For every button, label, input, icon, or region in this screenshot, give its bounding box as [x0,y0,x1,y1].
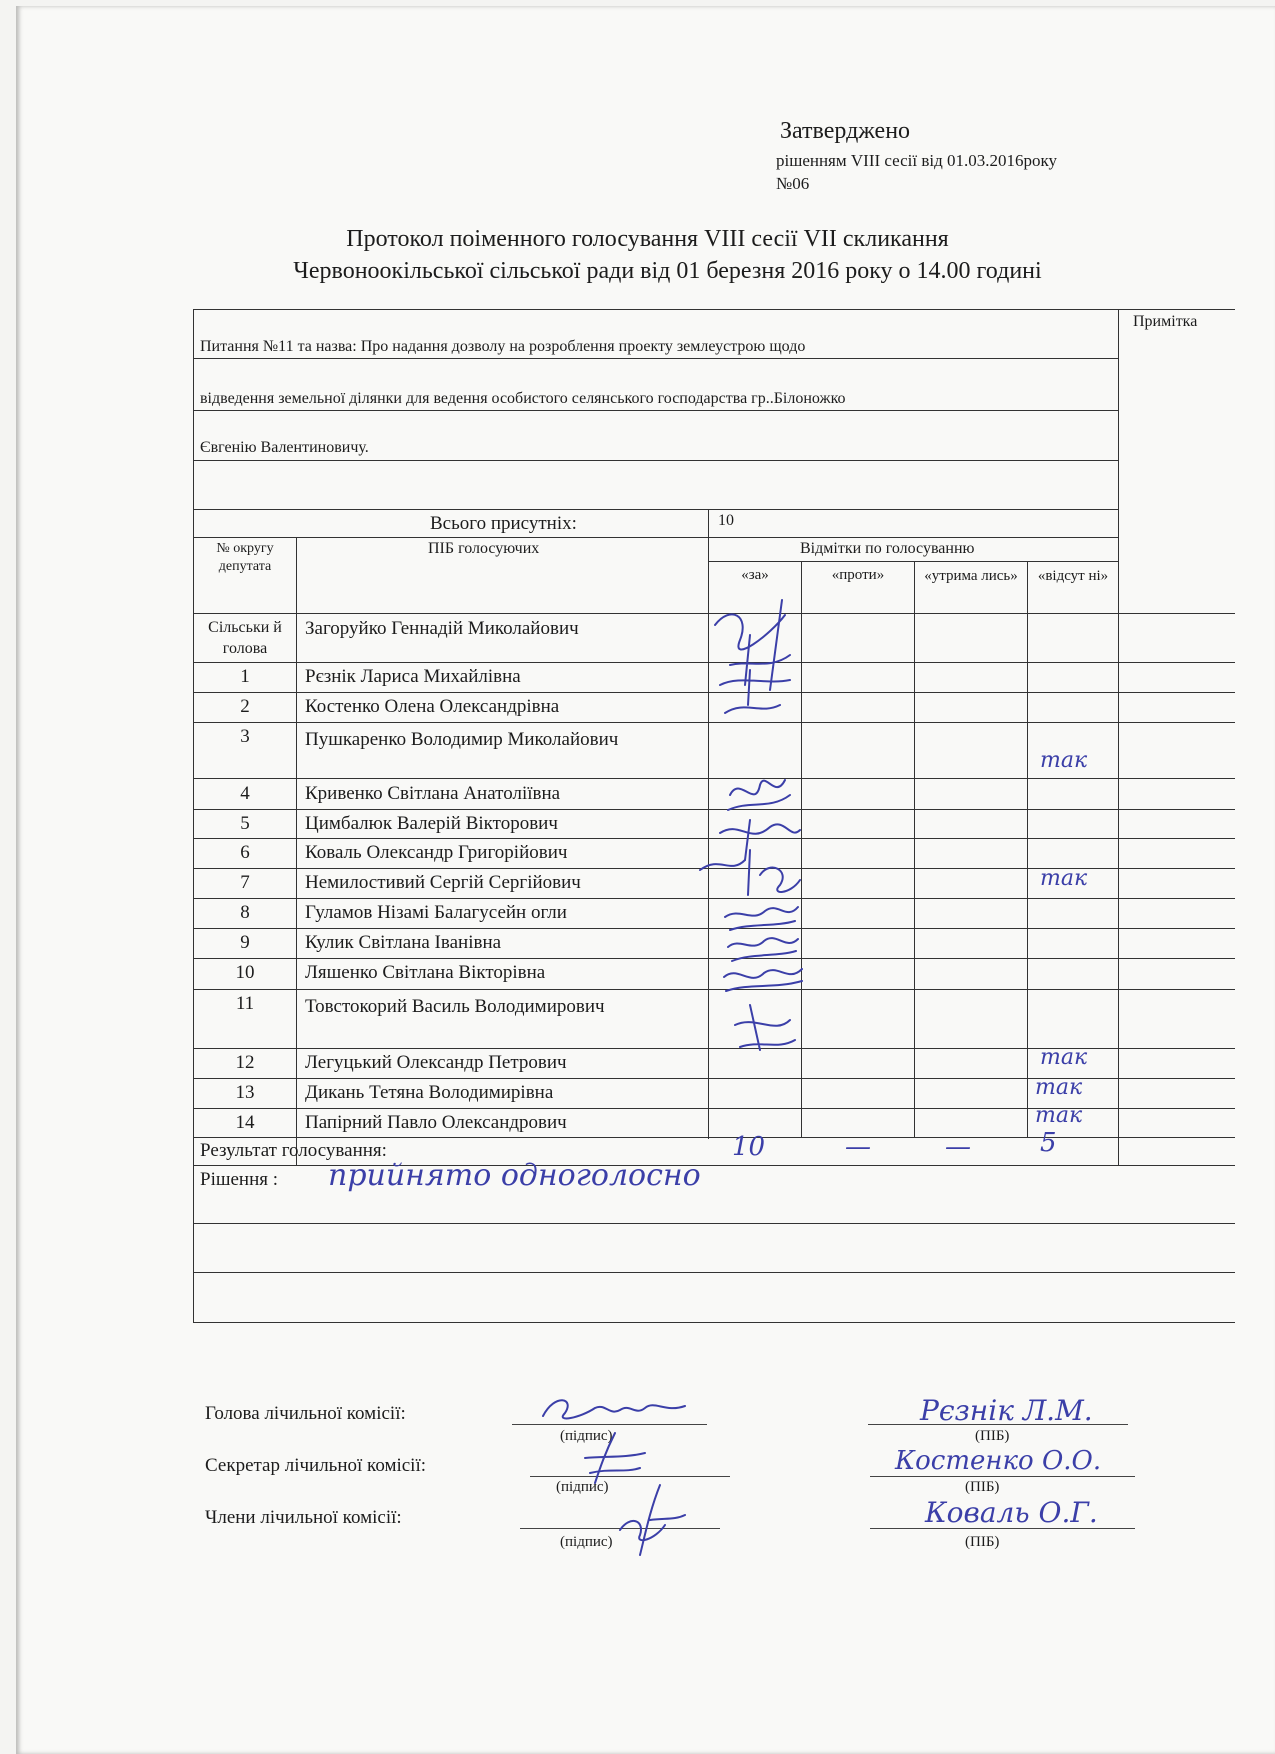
decision-reference: рішенням VIII сесії від 01.03.2016року [776,151,1058,170]
col-against: «проти» [831,567,885,583]
col-for: «за» [741,567,769,583]
col-abstain: «утрима лись» [924,568,1018,584]
members-name-caption: (ПІБ) [965,1534,1000,1550]
absent-mark: так [1035,1075,1083,1100]
col-marks: Відмітки по голосуванню [800,540,975,557]
head-label: Голова лічильної комісії: [205,1403,406,1424]
row-district: 7 [240,872,250,893]
row-district: 13 [235,1082,255,1103]
col-name: ПІБ голосуючих [428,540,540,557]
absent-mark: так [1040,866,1088,891]
row-district: 12 [235,1052,255,1073]
protocol-title-line2: Червоноокільської сільської ради від 01 березня 2016 року о 14.00 годині [293,258,1042,284]
result-abstain: — [945,1132,971,1162]
absent-mark: так [1040,748,1088,773]
members-sign-caption: (підпис) [560,1534,613,1550]
secretary-name-caption: (ПІБ) [965,1479,1000,1495]
row-name: Цимбалюк Валерій Вікторович [305,813,558,834]
absent-mark: так [1040,1045,1088,1070]
members-label: Члени лічильної комісії: [205,1507,402,1528]
row-district: 2 [240,696,250,717]
row-name: Пушкаренко Володимир Миколайович [305,729,619,750]
row-district: 6 [240,842,250,863]
result-for: 10 [732,1132,766,1162]
row-district: 10 [235,962,255,983]
row-district: 9 [240,932,250,953]
secretary-label: Секретар лічильної комісії: [205,1455,427,1476]
attendance-value: 10 [718,512,734,529]
row-district: 3 [240,726,250,747]
row-name: Костенко Олена Олександрівна [305,696,560,717]
row-name: Дикань Тетяна Володимирівна [305,1082,554,1103]
result-absent: 5 [1040,1128,1057,1158]
attendance-label: Всього присутніх: [430,513,577,534]
members-signature [610,1480,690,1560]
row-district: 14 [235,1112,255,1133]
head-name-caption: (ПІБ) [975,1428,1010,1444]
vote-signatures [690,595,820,1155]
question-line1: Питання №11 та назва: Про надання дозволу на розроблення проекту землеустрою щодо [200,338,806,355]
row-name: Коваль Олександр Григорійович [305,842,568,863]
row-name: Кривенко Світлана Анатоліївна [305,783,561,804]
row-name: Папірний Павло Олександрович [305,1112,567,1133]
col-district: № округу депутата [216,541,274,574]
row-district: Сільськи й голова [208,619,282,657]
decision-number: №06 [776,174,810,193]
secretary-name: Костенко О.О. [895,1446,1102,1476]
note-header: Примітка [1133,313,1198,330]
head-signature [535,1388,695,1428]
row-name: Товстокорий Василь Володимирович [305,996,605,1017]
head-name: Рєзнік Л.М. [920,1394,1093,1427]
members-name: Коваль О.Г. [925,1496,1098,1529]
approved-heading: Затверджено [780,118,911,144]
row-name: Кулик Світлана Іванівна [305,932,502,953]
protocol-title-line1: Протокол поіменного голосування VIII сесії VII скликання [346,226,949,252]
question-line3: Євгенію Валентиновичу. [200,439,369,456]
decision-value: прийнято одноголосно [328,1158,701,1193]
row-name: Легуцький Олександр Петрович [305,1052,567,1073]
col-absent: «відсут ні» [1037,568,1109,584]
absent-mark: так [1035,1103,1083,1128]
row-district: 4 [240,783,250,804]
row-name: Рєзнік Лариса Михайлівна [305,666,521,687]
row-district: 8 [240,902,250,923]
row-district: 1 [240,666,250,687]
decision-label: Рішення : [200,1169,279,1190]
question-line2: відведення земельної ділянки для ведення особистого селянського господарства гр..Білоножко [200,390,846,407]
row-name: Немилостивий Сергій Сергійович [305,872,581,893]
row-district: 11 [235,993,255,1014]
secretary-sign-caption: (підпис) [556,1479,609,1495]
result-label: Результат голосування: [200,1140,387,1161]
row-name: Загоруйко Геннадій Миколайович [305,618,579,639]
row-name: Ляшенко Світлана Вікторівна [305,962,546,983]
row-district: 5 [240,813,250,834]
result-against: — [845,1132,871,1162]
head-sign-caption: (підпис) [560,1428,613,1444]
row-name: Гуламов Нізамі Балагусейн огли [305,902,567,923]
